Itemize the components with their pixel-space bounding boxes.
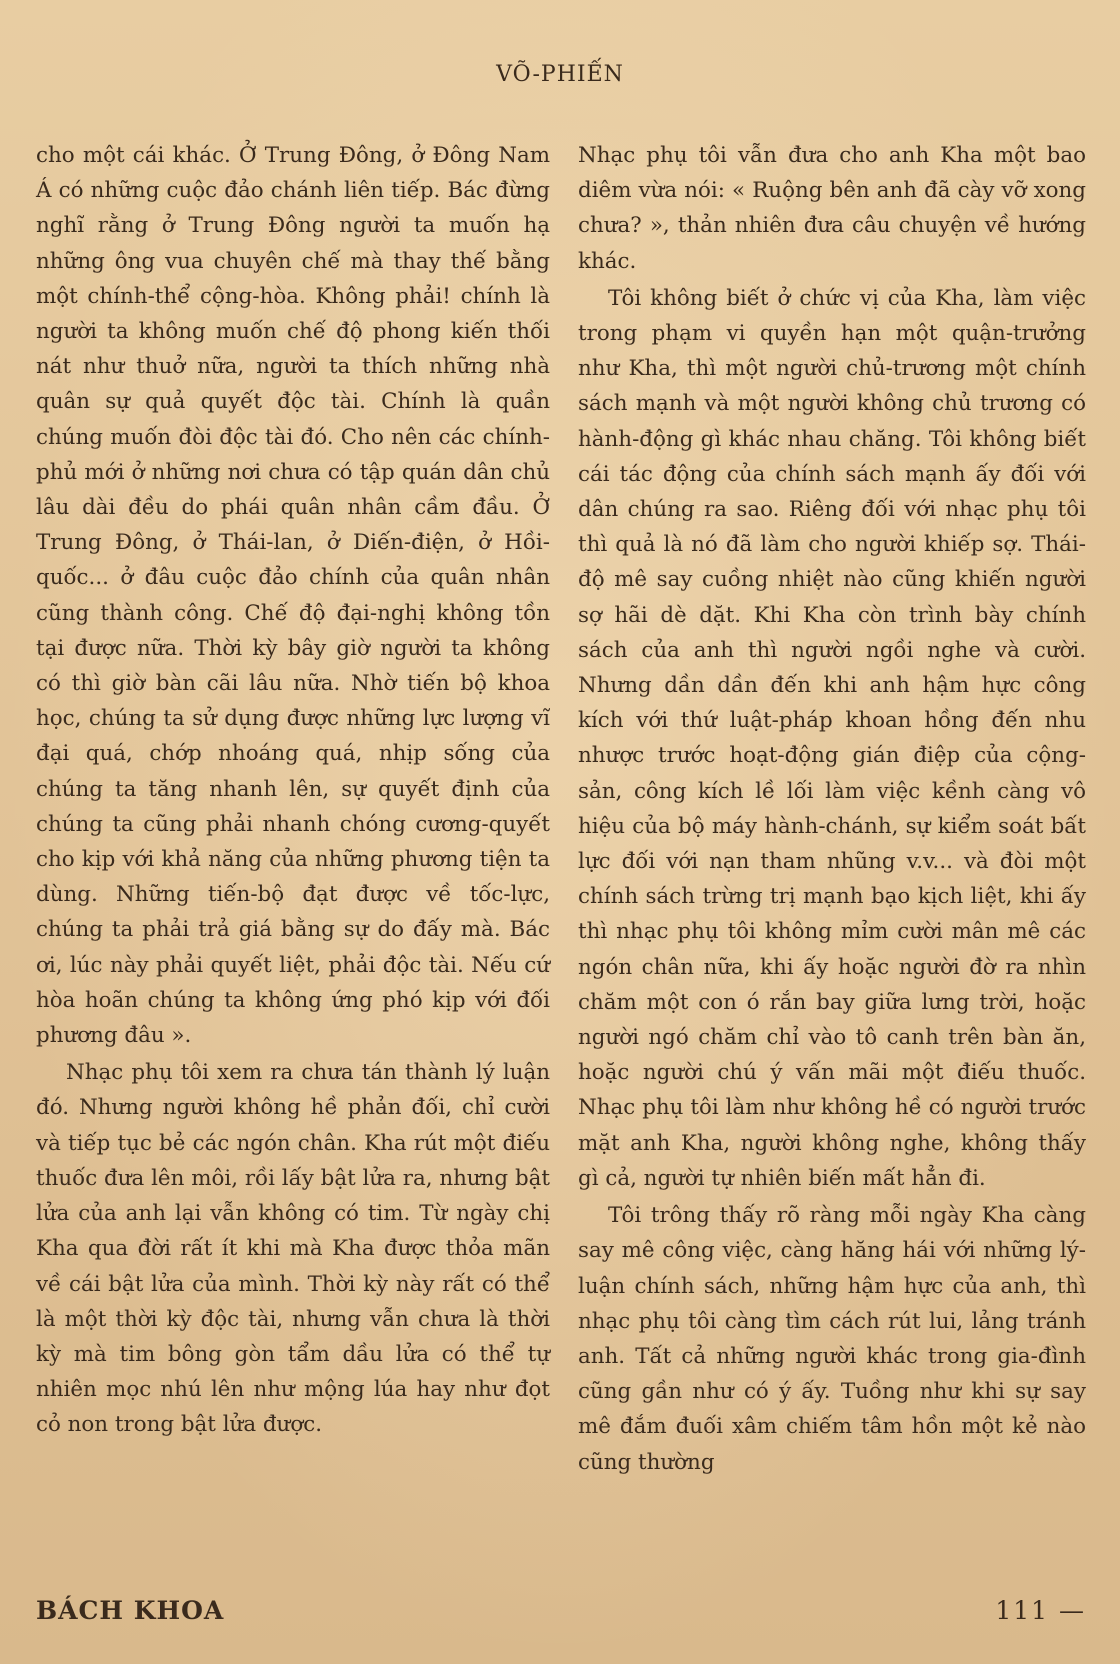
left-paragraph-1: cho một cái khác. Ở Trung Đông, ở Đông Nam Á có những cuộc đảo chánh liên tiếp. Bác đừng nghĩ rằng ở Trung Đông người ta muốn hạ những ông vua chuyên chế mà thay thế bằng một chính-thể cộng-hòa. Không phải! chính là người ta không muốn chế độ phong kiến thối nát như thuở nữa, người ta thích những nhà quân sự quả quyết độc tài. Chính là quần chúng muốn đòi độc tài đó. Cho nên các chính-phủ mới ở những nơi chưa có tập quán dân chủ lâu dài đều do phái quân nhân cầm đầu. Ở Trung Đông, ở Thái-lan, ở Diến-điện, ở Hồi-quốc... ở đâu cuộc đảo chính của quân nhân cũng thành công. Chế độ đại-nghị không tồn tại được nữa. Thời kỳ bây giờ người ta không có thì giờ bàn cãi lâu nữa. Nhờ tiến bộ khoa học, chúng ta sử dụng được những lực lượng vĩ đại quá, chớp nhoáng quá, nhịp sống của chúng ta tăng nhanh lên, sự quyết định của chúng ta cũng phải nhanh chóng cương-quyết cho kịp với khả năng của những phương tiện ta dùng. Những tiến-bộ đạt được về tốc-lực, chúng ta phải trả giá bằng sự do đấy mà. Bác ơi, lúc này phải quyết liệt, phải độc tài. Nếu cứ hòa hoãn chúng ta không ứng phó kịp với đối phương đâu ». <box>36 143 550 1049</box>
right-paragraph-3: Tôi trông thấy rõ ràng mỗi ngày Kha càng say mê công việc, càng hăng hái với những lý-luận chính sách, những hậm hực của anh, thì nhạc phụ tôi càng tìm cách rút lui, lảng tránh anh. Tất cả những người khác trong gia-đình cũng gần như có ý ấy. Tuồng như khi sự say mê đắm đuối xâm chiếm tâm hồn một kẻ nào cũng thường <box>578 1203 1086 1475</box>
left-paragraph-2: Nhạc phụ tôi xem ra chưa tán thành lý luận đó. Nhưng người không hề phản đối, chỉ cười và tiếp tục bẻ các ngón chân. Kha rút một điếu thuốc đưa lên môi, rồi lấy bật lửa ra, nhưng bật lửa của anh lại vẫn không có tim. Từ ngày chị Kha qua đời rất ít khi mà Kha được thỏa mãn về cái bật lửa của mình. Thời kỳ này rất có thể là một thời kỳ độc tài, nhưng vẫn chưa là thời kỳ mà tim bông gòn tẩm dầu lửa có thể tự nhiên mọc nhú lên như mộng lúa hay như đọt cỏ non trong bật lửa được. <box>36 1060 550 1438</box>
running-head: VÕ-PHIẾN <box>496 62 624 87</box>
left-column <box>36 138 550 1443</box>
right-paragraph-2: Tôi không biết ở chức vị của Kha, làm việc trong phạm vi quyền hạn một quận-trưởng như Kha, thì một người chủ-trương một chính sách mạnh và một người không chủ trương có hành-động gì khác nhau chăng. Tôi không biết cái tác động của chính sách mạnh ấy đối với dân chúng ra sao. Riêng đối với nhạc phụ tôi thì quả là nó đã làm cho người khiếp sợ. Thái-độ mê say cuồng nhiệt nào cũng khiến người sợ hãi dè dặt. Khi Kha còn trình bày chính sách của anh thì người ngồi nghe và cười. Nhưng dần dần đến khi anh hậm hực công kích với thứ luật-pháp khoan hồng đến nhu nhược trước hoạt-động gián điệp của cộng-sản, công kích lề lối làm việc kềnh càng vô hiệu của bộ máy hành-chánh, sự kiểm soát bất lực đối với nạn tham nhũng v.v... và đòi một chính sách trừng trị mạnh bạo kịch liệt, khi ấy thì nhạc phụ tôi không mỉm cười mân mê các ngón chân nữa, khi ấy hoặc người đờ ra nhìn chăm một con ó rắn bay giữa lưng trời, hoặc người ngó chăm chỉ vào tô canh trên bàn ăn, hoặc người chú ý vấn mãi một điếu thuốc. Nhạc phụ tôi làm như không hề có người trước mặt anh Kha, người không nghe, không thấy gì cả, người tự nhiên biến mất hẳn đi. <box>578 285 1086 1191</box>
right-paragraph-1: Nhạc phụ tôi vẫn đưa cho anh Kha một bao diêm vừa nói: « Ruộng bên anh đã cày vỡ xong chưa? », thản nhiên đưa câu chuyện về hướng khác. <box>578 143 1086 274</box>
magazine-title: BÁCH KHOA <box>36 1596 225 1625</box>
page-number: 111 — <box>995 1596 1086 1625</box>
right-column <box>578 138 1086 1480</box>
